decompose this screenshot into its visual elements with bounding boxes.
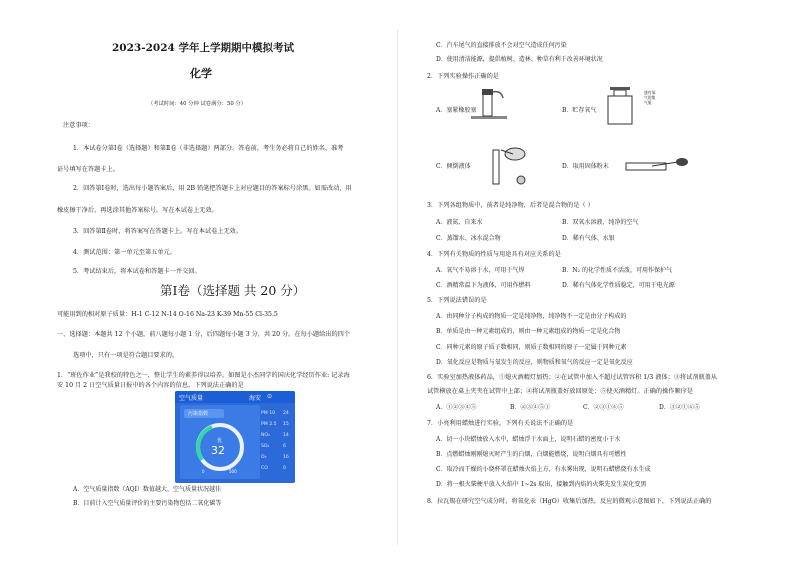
question-6-option-d: D．③②①④⑤ [659,404,700,411]
question-5-option-c: C．同种元素的原子质子数相同，则质子数相同的原子一定属于同种元素 [436,344,627,351]
question-7-option-b: B．点燃蜡烛刚刚熄灭时产生的白烟，白烟能燃烧，说明白烟具有可燃性 [436,451,627,458]
question-1-option-d: D．使用清洁能源，提倡植树、造林、种草有利于改善环境状况 [436,56,603,63]
notice-heading: 注意事项： [63,122,94,129]
question-3-option-c: C．蒸馏水、冰水混合物 [436,235,501,242]
section-intro: 一、选择题：本题共 12 个小题，前八题每小题 1 分，后四题每小题 3 分，共 20 分。在每小题给出的四个 [57,331,351,338]
location-icon: ⊙ [267,393,273,400]
notice-item: 2．回答第Ⅰ卷时，选出每小题答案后，用 2B 铅笔把答题卡上对应题目的答案标号涂黑。如需改动，用 [73,185,352,192]
bottle-label: 盛有氧气的集气瓶 [644,90,656,105]
subject-title: 化学 [190,67,212,80]
question-1-stem: 1．“班佐作业”是我校的特色之一，整让学生的素养得以培养。如图是小杰同学的国庆化学经历作业: 记录海 [57,372,350,379]
pollutant-name: CO [261,466,268,471]
question-2-option-a: A．塞紧橡胶塞 [436,107,477,114]
notice-item: 证号填写在答题卡上。 [57,166,119,173]
pollutant-value: 14 [283,433,289,438]
notice-item: 5．考试结束后，将本试卷和答题卡一并交回。 [73,268,201,275]
exam-info: （考试时间：40 分钟 试卷满分：50 分） [148,101,246,107]
stopper-picture [469,86,509,126]
pollutant-value: 15 [283,422,289,427]
question-3-option-d: D．稀有气体、水银 [562,235,615,242]
question-2-option-c: C．倾倒液体 [436,163,471,170]
question-4-stem: 4．下列有关物质的性质与用途具有对应关系的是 [427,251,561,258]
gas-bottle-picture [602,86,638,126]
question-6-option-a: A．①②③④⑤ [436,404,477,411]
question-7-option-c: C．取冷而干燥的小烧杯罩在蜡烛火焰上方，有水雾出现，说明石蜡燃烧有水生成 [436,466,651,473]
question-6-stem: 试管横放在桌上夹夹在试管中上部；④将试剂瓶盖好放回原处；⑤使灭酒精灯。正确的操作顺序是 [427,388,694,395]
notice-item: 1．本试卷分第Ⅰ卷（选择题）和第Ⅱ卷（非选择题）两部分。答卷前，考生务必将自己的姓名、准考 [73,145,344,152]
atomic-masses: 可能用到的相对原子质量：H-1 C-12 N-14 O-16 Na-23 K-39 Mn-55 Cl-35.5 [57,311,278,318]
pollutant-value: 0 [283,466,286,471]
exam-title: 2023-2024 学年上学期期中模拟考试 [112,42,294,54]
pollutant-name: PM 2.5 [261,422,277,427]
air-quality-widget [175,391,295,483]
question-7-option-d: D．将一根火柴梗平放入火焰中 1~2s 取出，接触到内焰的火柴先发生炭化变黑 [436,481,647,488]
volume-heading: 第Ⅰ卷（选择题 共 20 分） [160,283,306,298]
notice-item: 4．测试范围：第一单元至第五单元。 [73,249,176,256]
question-1-stem: 安 10 月 2 日空气质量日报中的各个内容的信息。下列说法正确的是 [57,382,244,389]
widget-title: 空气质量 [179,395,204,402]
question-5-stem: 5．下列说法错误的是 [427,297,487,304]
question-4-option-d: D．稀有气体化学性质稳定，可用于电光源 [562,282,675,289]
question-2-stem: 2．下列实验操作正确的是 [427,73,499,80]
question-1-option-c: C．汽车尾气的直接排放不会对空气造成任何污染 [436,42,567,49]
question-7-stem: 7．小亮利用蜡烛进行实验，下列有关说法不正确的是 [427,420,574,427]
pouring-picture [485,140,533,190]
question-6-stem: 6．实验室加热液体药品，①熄灭酒精灯加热；②在试管中加入不超过试管容积 1/3 液体；③将试剂瓶盖从 [427,374,718,381]
question-5-option-d: D．氧化反应是物质与氧发生的反应，则物质和氧气的反应一定是氧化反应 [436,359,633,366]
question-4-option-b: B．N₂ 的化学性质不活泼，可用作保护气 [562,267,672,274]
gauge-panel [180,405,260,479]
question-8-stem: 8．拉瓦锡在研究空气成分时，将氧化汞（HgO）收集后加热，反应的微观示意图如下，下列说法正确的 [427,498,712,505]
quality-grade: 优 [217,438,223,444]
section-intro: 选项中，只有一项是符合题目要求的。 [73,352,179,359]
pollutant-value: 16 [283,455,289,460]
question-7-option-a: A．切一小块蜡烛放入水中，蜡烛浮于水面上，说明石蜡的密度小于水 [436,436,621,443]
question-5-option-a: A．由同种分子构成的物质一定是纯净物，纯净物不一定是由分子构成的 [436,313,627,320]
scale-min: 0 [202,469,205,474]
pollutant-name: O₃ [261,455,267,460]
question-2-option-b: B．贮存氧气 [562,107,597,114]
question-3-stem: 3．下列各组物质中，前者是纯净物，后者是混合物的是（ ） [427,202,594,209]
pollutant-value: 6 [283,444,286,449]
notice-item: 橡皮擦干净后，再选涂其他答案标号。写在本试卷上无效。 [57,207,218,214]
notice-item: 3．回答第Ⅱ卷时，将答案写在答题卡上。写在本试卷上无效。 [73,228,243,235]
scale-max: 500 [229,469,237,474]
column-divider [397,30,398,545]
question-3-option-a: A．液氮、自来水 [436,219,483,226]
question-5-option-b: B．单质是由一种元素组成的，则由一种元素组成的物质一定是化合物 [436,328,621,335]
widget-city: 海安 [249,395,262,402]
question-6-option-b: B．②③④⑤① [510,404,551,411]
question-3-option-b: B．双氧水溶液、纯净的空气 [562,219,639,226]
pollution-index-label: 污染指数 [188,411,209,417]
powder-picture [622,155,692,179]
question-4-option-c: C．酒精常温下为液体，可用作燃料 [436,282,531,289]
pollutant-name: PM 10 [261,411,276,416]
question-4-option-a: A．氧气不易溶于水，可用于气焊 [436,267,525,274]
question-2-option-d: D．取用固体粉末 [562,163,609,170]
question-6-option-c: C．②③①④⑤ [583,404,624,411]
pollutant-name: SO₂ [261,444,270,449]
question-1-option-b: B．目前计入空气质量评价的主要污染物包括二氧化碳等 [73,500,222,507]
question-1-option-a: A．空气质量指数（AQI）数值越大，空气质量状况越佳 [73,486,221,493]
pollutant-value: 24 [283,411,289,416]
pollutant-name: NO₂ [261,433,270,438]
aqi-value: 32 [211,444,225,457]
